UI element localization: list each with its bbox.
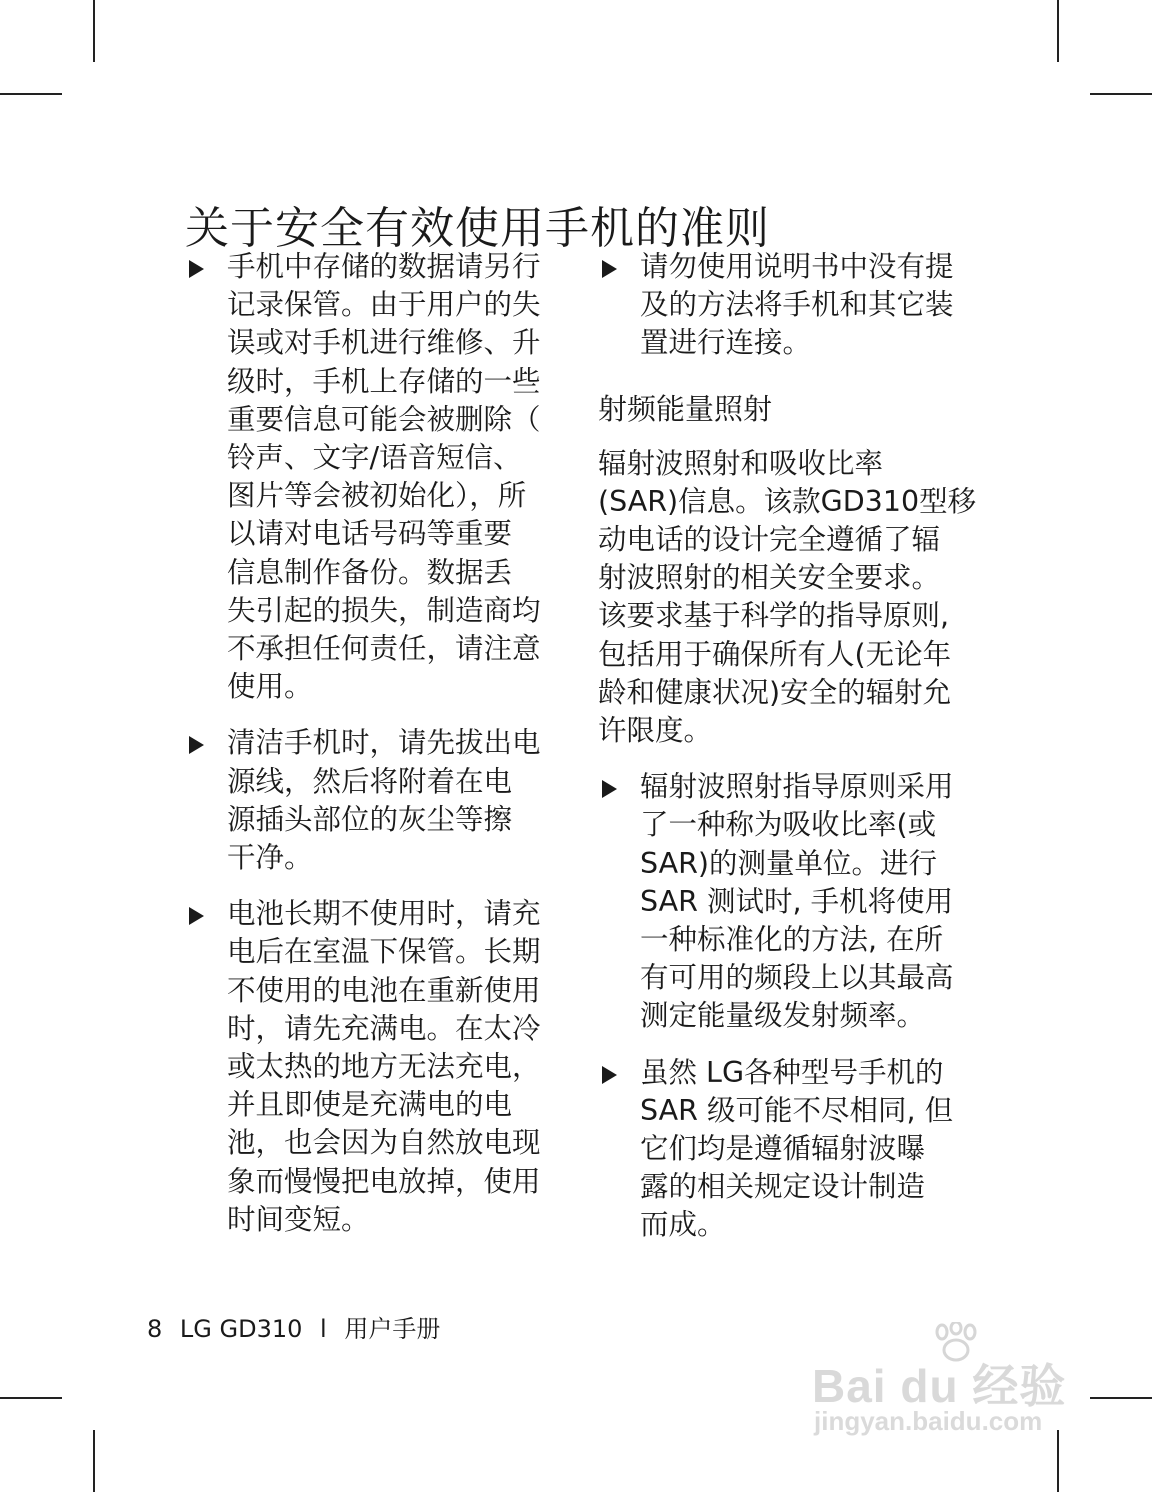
page-number: 8 (147, 1315, 163, 1343)
bullet-cleaning (185, 724, 565, 877)
bullet-arrow-icon (189, 260, 204, 278)
bullet-arrow-icon (189, 736, 204, 754)
crop-mark-top-right-horizontal (1090, 93, 1152, 95)
text-line: 重要信息可能会被删除（ (227, 402, 541, 436)
text-line: 源线，然后将附着在电 (227, 764, 513, 798)
watermark-brand: Bai du 经验 (812, 1360, 1067, 1412)
text-line: 池，也会因为自然放电现 (227, 1126, 541, 1160)
baidu-watermark (812, 1322, 1092, 1452)
text-line: 及的方法将手机和其它装 (640, 288, 954, 322)
text-line: 使用。 (227, 670, 313, 704)
crop-mark-bottom-left-horizontal (0, 1397, 62, 1399)
text-line: (SAR)信息。该款GD310型移 (598, 484, 977, 518)
bullet-connection (598, 248, 978, 363)
text-line: 失引起的损失，制造商均 (227, 593, 541, 627)
page-title: 关于安全有效使用手机的准则 (185, 203, 770, 255)
footer-separator: l (320, 1315, 327, 1343)
text-line: 记录保管。由于用户的失 (227, 288, 541, 322)
bullet-data-backup (185, 248, 565, 706)
text-line: 动电话的设计完全遵循了辐 (598, 523, 941, 557)
text-line: 有可用的频段上以其最高 (640, 961, 954, 995)
bullet-arrow-icon (189, 907, 204, 925)
text-line: 龄和健康状况)安全的辐射允 (598, 675, 952, 709)
text-line: 而成。 (640, 1208, 726, 1242)
text-line: SAR)的测量单位。进行 (640, 846, 938, 880)
text-line: SAR 测试时, 手机将使用 (640, 884, 954, 918)
text-line: 或太热的地方无法充电， (227, 1050, 541, 1084)
bullet-sar-measurement (598, 768, 978, 1035)
text-line: 电池长期不使用时，请充 (227, 897, 541, 931)
text-line: 了一种称为吸收比率(或 (640, 808, 937, 842)
text-line: 时，请先充满电。在太冷 (227, 1011, 541, 1045)
section-heading: 射频能量照射 (598, 391, 773, 426)
text-line: 铃声、文字/语音短信、 (227, 441, 522, 475)
bullet-battery-storage (185, 895, 565, 1239)
text-line: 包括用于确保所有人(无论年 (598, 637, 952, 671)
crop-mark-bottom-left-vertical (93, 1430, 95, 1492)
text-line: 辐射波照射和吸收比率 (598, 446, 884, 480)
text-line: 源插头部位的灰尘等擦 (227, 802, 513, 836)
text-line: 电后在室温下保管。长期 (227, 935, 541, 969)
crop-mark-top-left-horizontal (0, 93, 62, 95)
text-line: 误或对手机进行维修、升 (227, 326, 541, 360)
page-footer (147, 1312, 450, 1346)
crop-mark-top-right-vertical (1057, 0, 1059, 62)
text-line: 清洁手机时，请先拔出电 (227, 726, 541, 760)
text-line: 手机中存储的数据请另行 (227, 250, 541, 283)
text-line: 级时，手机上存储的一些 (227, 364, 541, 398)
text-line: 以请对电话号码等重要 (227, 517, 513, 551)
text-line: 信息制作备份。数据丢 (227, 555, 513, 589)
bullet-sar-levels (598, 1054, 978, 1245)
left-column (185, 248, 565, 1257)
product-name: LG GD310 (179, 1315, 303, 1343)
bullet-arrow-icon (602, 260, 617, 278)
text-line: 虽然 LG各种型号手机的 (640, 1055, 944, 1089)
text-line: 它们均是遵循辐射波曝 (640, 1132, 926, 1166)
bullet-arrow-icon (602, 780, 617, 798)
text-line: 一种标准化的方法, 在所 (640, 923, 944, 957)
watermark-url: jingyan.baidu.com (814, 1406, 1043, 1436)
text-line: 并且即使是充满电的电 (227, 1088, 513, 1122)
text-line: 置进行连接。 (640, 326, 812, 360)
sar-paragraph (598, 445, 978, 751)
text-line: 露的相关规定设计制造 (640, 1170, 926, 1204)
right-column (598, 248, 978, 1263)
text-line: 射波照射的相关安全要求。 (598, 561, 941, 595)
text-line: 不承担任何责任，请注意 (227, 632, 541, 666)
manual-name: 用户手册 (344, 1315, 441, 1343)
crop-mark-top-left-vertical (93, 0, 95, 62)
text-line: 测定能量级发射频率。 (640, 999, 926, 1033)
text-line: 请勿使用说明书中没有提 (640, 250, 954, 283)
bullet-arrow-icon (602, 1066, 617, 1084)
text-line: 时间变短。 (227, 1202, 370, 1236)
crop-mark-bottom-right-horizontal (1090, 1397, 1152, 1399)
text-line: 许限度。 (598, 714, 713, 748)
text-line: 辐射波照射指导原则采用 (640, 770, 954, 804)
text-line: SAR 级可能不尽相同, 但 (640, 1093, 954, 1127)
text-line: 干净。 (227, 841, 313, 875)
text-line: 图片等会被初始化），所 (227, 479, 527, 513)
text-line: 不使用的电池在重新使用 (227, 973, 541, 1007)
text-line: 该要求基于科学的指导原则, (598, 599, 950, 633)
text-line: 象而慢慢把电放掉，使用 (227, 1164, 541, 1198)
